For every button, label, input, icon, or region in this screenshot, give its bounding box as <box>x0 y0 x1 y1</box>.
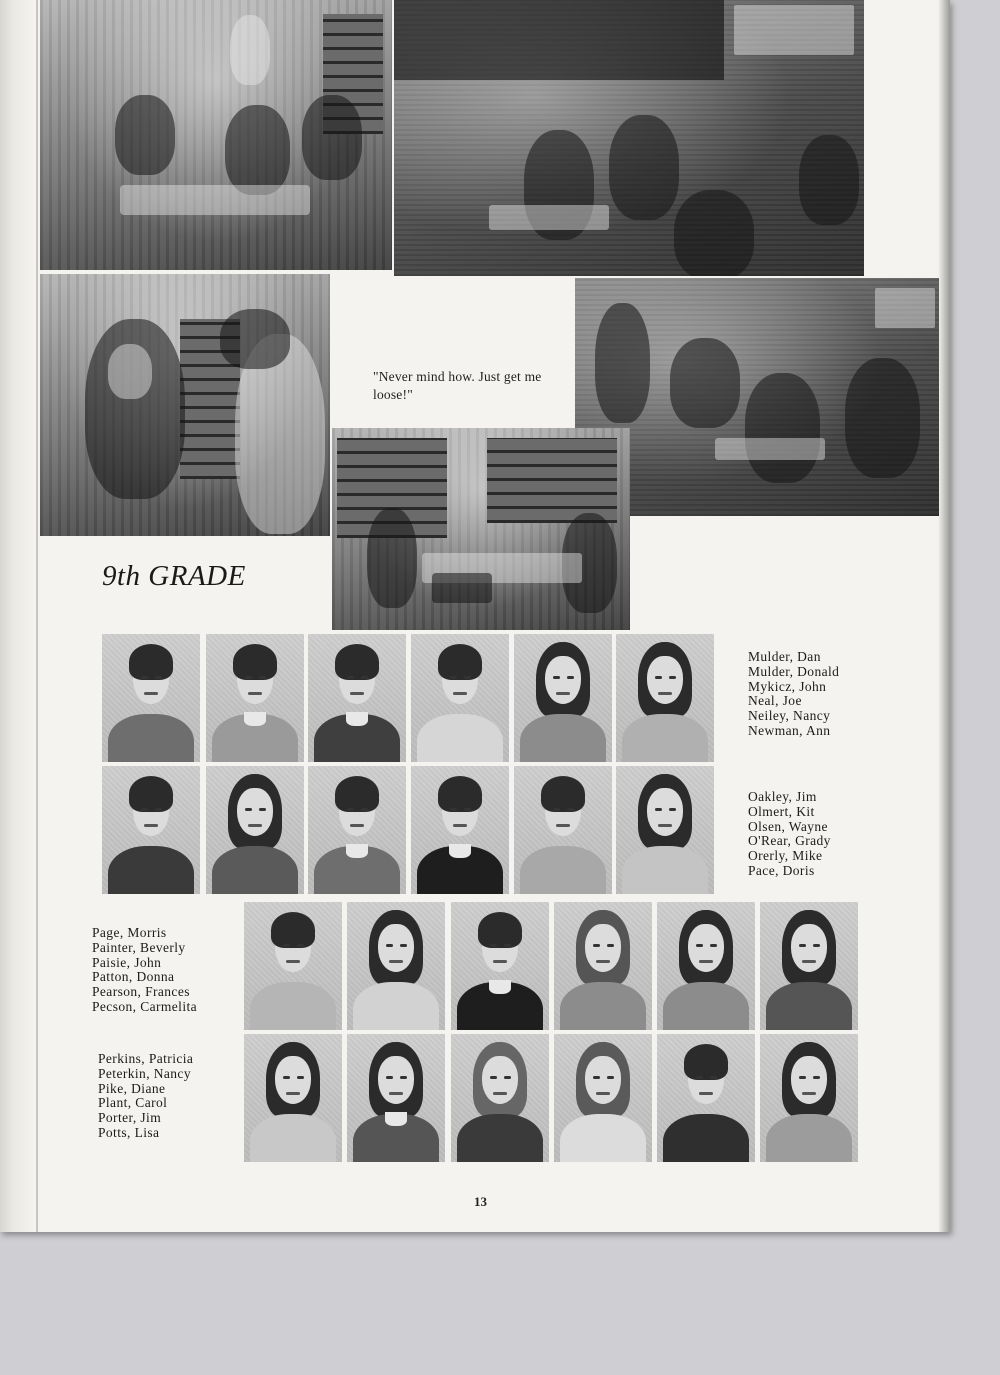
student-name: Pike, Diane <box>98 1080 166 1096</box>
student-name: Oakley, Jim <box>748 789 817 804</box>
student-name: Paisie, John <box>92 954 162 970</box>
student-name: Peterkin, Nancy <box>98 1065 191 1081</box>
student-portrait <box>102 766 200 894</box>
page-number: 13 <box>474 1194 487 1209</box>
student-portrait <box>102 634 200 762</box>
names-row-2 <box>748 790 831 879</box>
student-portrait <box>411 634 509 762</box>
names-row-1 <box>748 650 839 739</box>
student-name: Mykicz, John <box>748 678 827 694</box>
student-name: Patton, Donna <box>92 969 175 985</box>
student-portrait <box>514 634 612 762</box>
student-name: Perkins, Patricia <box>98 1051 194 1066</box>
photo-classroom-writing <box>394 0 864 276</box>
student-name: Mulder, Dan <box>748 649 821 664</box>
photo-teacher-helping <box>40 274 330 536</box>
student-name: Plant, Carol <box>98 1095 168 1111</box>
spine-crease <box>36 0 38 1232</box>
student-portrait <box>244 902 342 1030</box>
student-name: Neal, Joe <box>748 693 802 709</box>
student-name: O'Rear, Grady <box>748 833 831 849</box>
student-portrait <box>411 766 509 894</box>
student-portrait <box>347 1034 445 1162</box>
student-name: Pecson, Carmelita <box>92 998 198 1014</box>
student-portrait <box>554 1034 652 1162</box>
student-name: Orerly, Mike <box>748 848 823 864</box>
names-row-3 <box>92 926 197 1015</box>
student-portrait <box>308 634 406 762</box>
student-name: Page, Morris <box>92 925 167 940</box>
student-portrait <box>514 766 612 894</box>
student-portrait <box>244 1034 342 1162</box>
student-portrait <box>206 766 304 894</box>
photo-library-shelves <box>332 428 630 630</box>
student-portrait <box>760 902 858 1030</box>
page-edge-shadow <box>938 0 950 1232</box>
student-portrait <box>760 1034 858 1162</box>
student-name: Porter, Jim <box>98 1110 162 1126</box>
student-portrait <box>657 1034 755 1162</box>
student-portrait <box>451 1034 549 1162</box>
student-name: Olsen, Wayne <box>748 818 828 834</box>
student-portrait <box>308 766 406 894</box>
names-row-4 <box>98 1052 193 1141</box>
student-portrait <box>451 902 549 1030</box>
student-portrait <box>554 902 652 1030</box>
student-portrait <box>616 766 714 894</box>
student-name: Potts, Lisa <box>98 1124 160 1140</box>
student-name: Neiley, Nancy <box>748 708 831 724</box>
student-name: Mulder, Donald <box>748 663 840 679</box>
student-name: Painter, Beverly <box>92 939 186 955</box>
photo-library-study <box>40 0 392 270</box>
section-heading: 9th GRADE <box>102 560 246 592</box>
student-portrait <box>616 634 714 762</box>
page-spine <box>0 0 34 1232</box>
student-portrait <box>206 634 304 762</box>
student-name: Newman, Ann <box>748 722 831 738</box>
student-portrait <box>347 902 445 1030</box>
student-name: Pace, Doris <box>748 862 815 878</box>
photo-caption: "Never mind how. Just get me loose!" <box>373 369 542 402</box>
student-portrait <box>657 902 755 1030</box>
student-name: Olmert, Kit <box>748 803 815 819</box>
student-name: Pearson, Frances <box>92 984 190 1000</box>
